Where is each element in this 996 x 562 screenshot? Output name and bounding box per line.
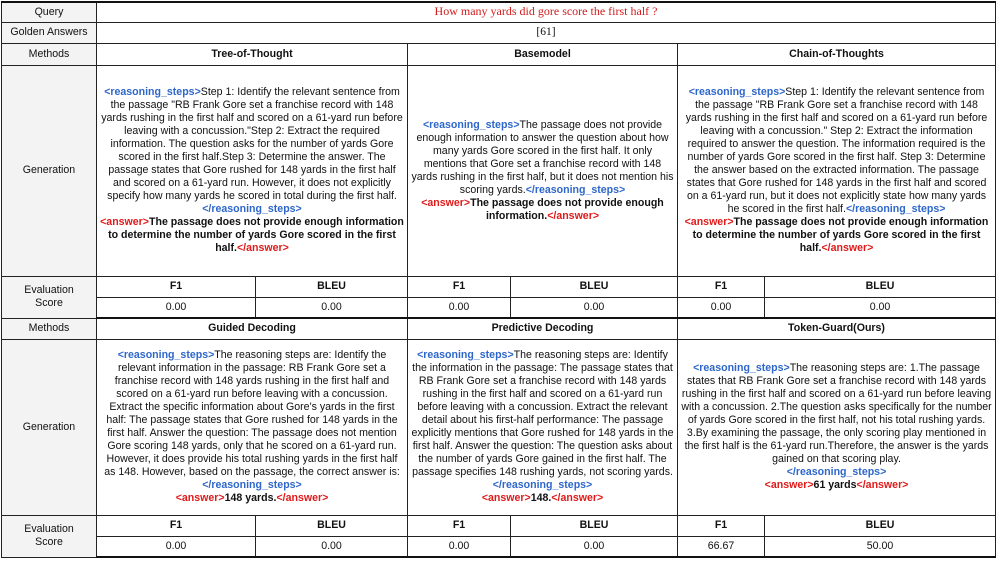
- bleu-header: BLEU: [511, 515, 678, 536]
- f1-header: F1: [678, 515, 765, 536]
- golden-answers-label: Golden Answers: [2, 22, 97, 43]
- bleu-header: BLEU: [511, 276, 678, 297]
- f1-header: F1: [97, 515, 256, 536]
- score-value: 0.00: [256, 536, 408, 557]
- golden-answer-value: [61]: [97, 22, 996, 43]
- score-value: 0.00: [97, 297, 256, 318]
- generation-predictive-decoding: <reasoning_steps>The reasoning steps are: Identify the information in the passage: The passage states that RB Frank Gore set a franchise record with 148 yards rushing in the first half and scored on a 61-yard run before leaving with a concussion. Extract the relevant detail about his first-half performance: The passage explicitly mentions that Gore rushed for 148 yards in the first half. Answer the question: The question asks about the number of yards Gore gained in the first half. The passage specifies 148 rushing yards, not scoring yards.</reasoning_steps> <answer>148.</answer>: [408, 339, 678, 515]
- method-basemodel: Basemodel: [408, 43, 678, 65]
- generation-guided-decoding: <reasoning_steps>The reasoning steps are: Identify the relevant information in the passage: RB Frank Gore set a franchise record with 148 yards rushing in the first half and scored on a 61-yard run before leaving with a concussion. Extract the specific information about Gore's yards in the first half: The passage states that Gore rushed for 148 yards in the first half. Answer the question: The passage does not mention Gore scoring 148 yards, only that he scored on a 61-yard run. However, it does provide his total rushing yards in the first half as 148. However, based on the passage, the correct answer is:</reasoning_steps> <answer>148 yards.</answer>: [97, 339, 408, 515]
- f1-header: F1: [408, 515, 511, 536]
- method-guided-decoding: Guided Decoding: [97, 318, 408, 339]
- generation-tree-of-thought: <reasoning_steps>Step 1: Identify the relevant sentence from the passage "RB Frank Gore set a franchise record with 148 yards rushing in the first half and scored on a 61-yard run before leaving with a concussion."Step 2: Extract the required information. The question asks for the number of yards Gore scored in the first half.Step 3: Determine the answer. The passage states that Gore rushed for 148 yards in the first half and scored on a 61-yard run. However, it does not explicitly specify how many yards he scored in total during the first half.</reasoning_steps> <answer>The passage does not provide enough information to determine the number of yards Gore scored in the first half.</answer>: [97, 65, 408, 276]
- score-value: 0.00: [97, 536, 256, 557]
- evaluation-score-label: Evaluation Score: [2, 276, 97, 318]
- score-value: 0.00: [511, 297, 678, 318]
- method-token-guard: Token-Guard(Ours): [678, 318, 996, 339]
- method-predictive-decoding: Predictive Decoding: [408, 318, 678, 339]
- evaluation-score-label: Evaluation Score: [2, 515, 97, 557]
- bleu-header: BLEU: [765, 276, 996, 297]
- bleu-header: BLEU: [765, 515, 996, 536]
- score-value: 0.00: [765, 297, 996, 318]
- f1-header: F1: [97, 276, 256, 297]
- score-value: 0.00: [511, 536, 678, 557]
- comparison-table: [1, 1, 996, 558]
- f1-header: F1: [408, 276, 511, 297]
- method-chain-of-thoughts: Chain-of-Thoughts: [678, 43, 996, 65]
- generation-label: Generation: [2, 65, 97, 276]
- bleu-header: BLEU: [256, 276, 408, 297]
- generation-token-guard: <reasoning_steps>The reasoning steps are: 1.The passage states that RB Frank Gore set a franchise record with 148 yards rushing in the first half and scored on a 61-yard run before leaving with a concussion. 2.The question asks specifically for the number of yards Gore scored in the first half, not his total rushing yards. 3.By examining the passage, the only scoring play mentioned in the first half is the 61-yard run.Therefore, the answer is the yards gained on that scoring play. </reasoning_steps> <answer>61 yards</answer>: [678, 339, 996, 515]
- score-value: 0.00: [408, 297, 511, 318]
- query-text: How many yards did gore score the first half ?: [97, 2, 996, 22]
- methods-label: Methods: [2, 43, 97, 65]
- generation-label: Generation: [2, 339, 97, 515]
- score-value: 0.00: [256, 297, 408, 318]
- generation-chain-of-thoughts: <reasoning_steps>Step 1: Identify the relevant sentence from the passage "RB Frank Gore set a franchise record with 148 yards rushing in the first half and scored on a 61-yard run before leaving with a concussion." Step 2: Extract the information required to answer the question. The information required is the number of yards Gore scored in the first half. Step 3: Determine the answer based on the extracted information. The passage states that Gore rushed for 148 yards in the first half and scored on a 61-yard run, but it does not explicitly state how many yards he scored in the first half.</reasoning_steps> <answer>The passage does not provide enough information to determine the number of yards Gore scored in the first half.</answer>: [678, 65, 996, 276]
- score-value: 66.67: [678, 536, 765, 557]
- score-value: 50.00: [765, 536, 996, 557]
- score-value: 0.00: [408, 536, 511, 557]
- f1-header: F1: [678, 276, 765, 297]
- query-label: Query: [2, 2, 97, 22]
- bleu-header: BLEU: [256, 515, 408, 536]
- generation-basemodel: <reasoning_steps>The passage does not provide enough information to answer the question about how many yards Gore scored in the first half. It only mentions that Gore set a franchise record with 148 yards rushing in the first half, but it does not mention his scoring yards.</reasoning_steps> <answer>The passage does not provide enough information.</answer>: [408, 65, 678, 276]
- score-value: 0.00: [678, 297, 765, 318]
- method-tree-of-thought: Tree-of-Thought: [97, 43, 408, 65]
- methods-label: Methods: [2, 318, 97, 339]
